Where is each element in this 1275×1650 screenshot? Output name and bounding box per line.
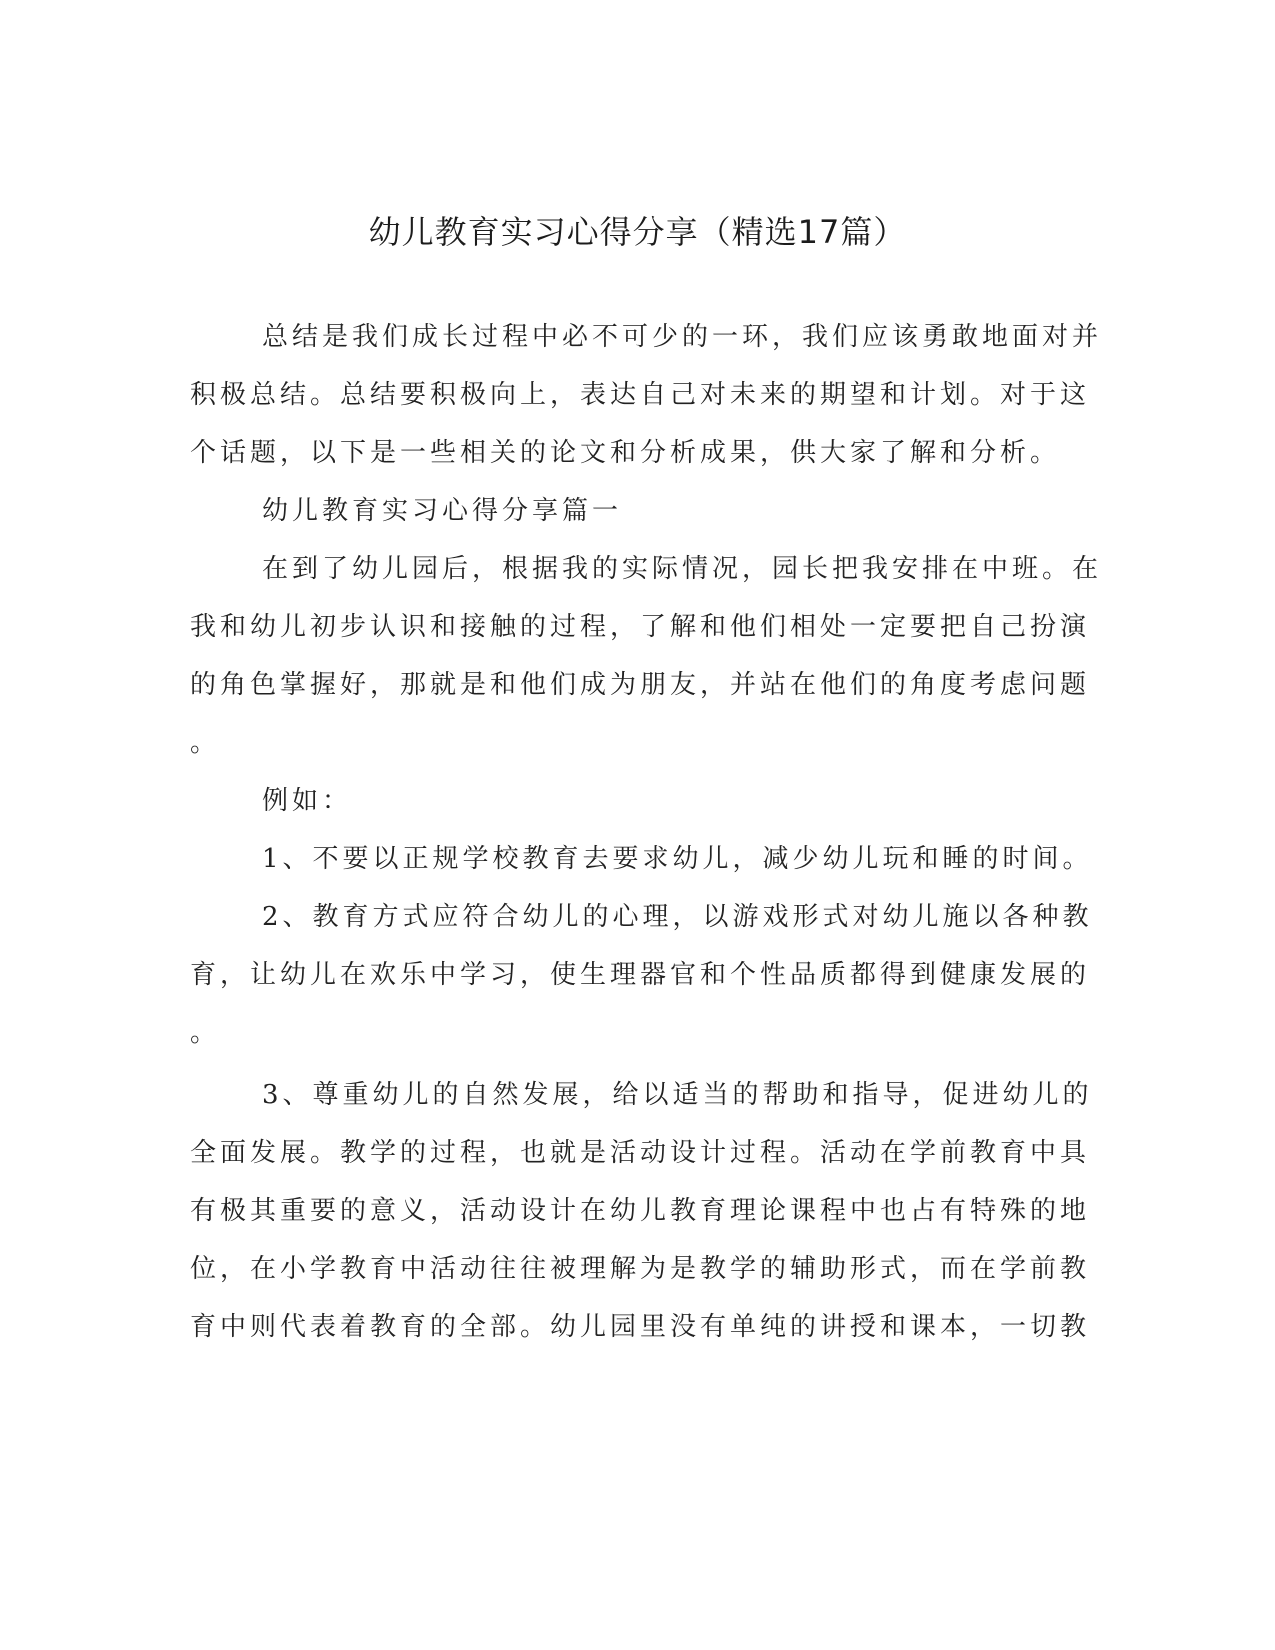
body-line: 例如： — [262, 786, 353, 816]
body-line: 积极总结。总结要积极向上，表达自己对未来的期望和计划。对于这 — [190, 380, 1091, 410]
list-item: 3、尊重幼儿的自然发展，给以适当的帮助和指导，促进幼儿的 — [262, 1080, 1093, 1110]
document-title: 幼儿教育实习心得分享（精选17篇） — [368, 213, 907, 251]
body-line: 。 — [190, 728, 221, 758]
body-line: 的角色掌握好，那就是和他们成为朋友，并站在他们的角度考虑问题 — [190, 670, 1091, 700]
body-line: 育，让幼儿在欢乐中学习，使生理器官和个性品质都得到健康发展的 — [190, 960, 1091, 990]
list-item: 2、教育方式应符合幼儿的心理，以游戏形式对幼儿施以各种教 — [262, 902, 1093, 932]
body-line: 我和幼儿初步认识和接触的过程，了解和他们相处一定要把自己扮演 — [190, 612, 1091, 642]
body-line: 个话题，以下是一些相关的论文和分析成果，供大家了解和分析。 — [190, 438, 1061, 468]
body-line: 位，在小学教育中活动往往被理解为是教学的辅助形式，而在学前教 — [190, 1254, 1091, 1284]
body-line: 在到了幼儿园后，根据我的实际情况，园长把我安排在中班。在 — [262, 554, 1103, 584]
body-line: 有极其重要的意义，活动设计在幼儿教育理论课程中也占有特殊的地 — [190, 1196, 1091, 1226]
body-line: 全面发展。教学的过程，也就是活动设计过程。活动在学前教育中具 — [190, 1138, 1091, 1168]
list-item: 1、不要以正规学校教育去要求幼儿，减少幼儿玩和睡的时间。 — [262, 844, 1093, 874]
body-line: 总结是我们成长过程中必不可少的一环，我们应该勇敢地面对并 — [262, 322, 1103, 352]
section-heading: 幼儿教育实习心得分享篇一 — [262, 496, 623, 526]
body-line: 。 — [190, 1018, 221, 1048]
body-line: 育中则代表着教育的全部。幼儿园里没有单纯的讲授和课本，一切教 — [190, 1312, 1091, 1342]
